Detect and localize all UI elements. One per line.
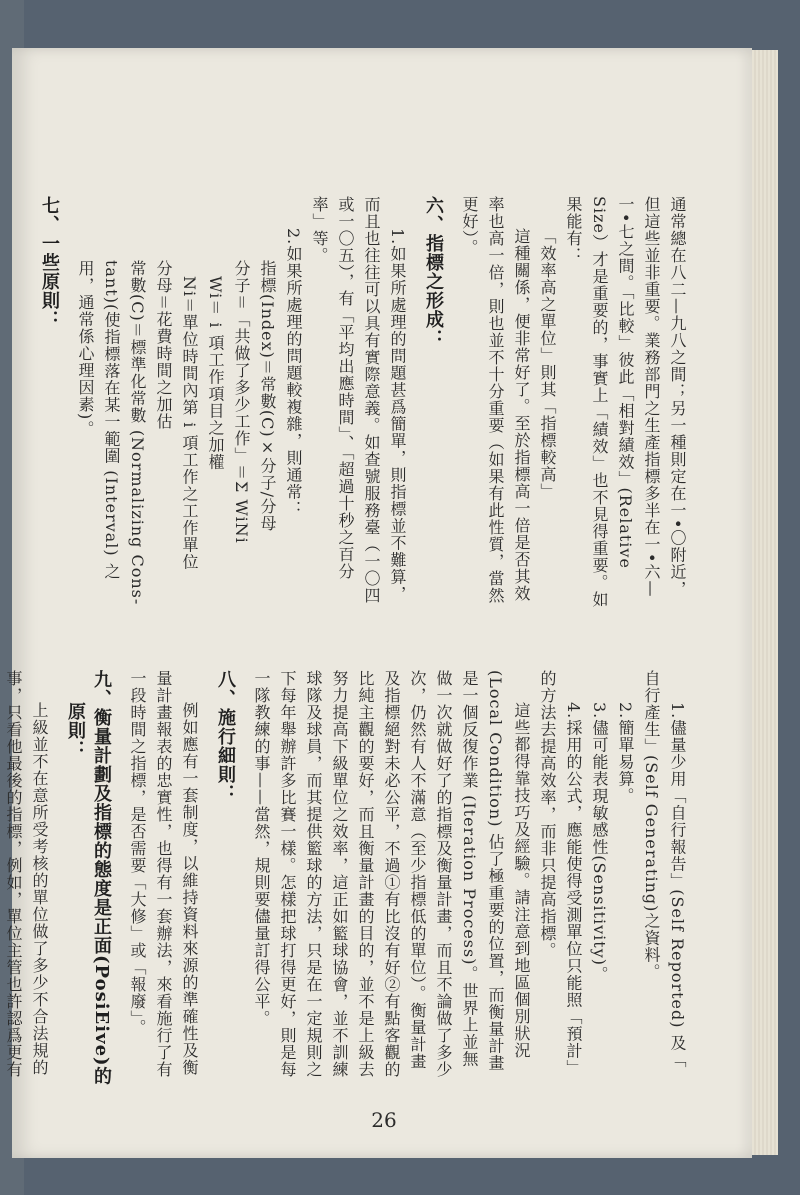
text-line: 努力提高下級單位之效率，這正如籃球協會，並不訓練: [330, 670, 349, 1078]
upper-text-block: [36, 196, 690, 666]
page-number: 26: [371, 1108, 397, 1132]
definition-line: tant)(使指標落在某一範圍 (Interval) 之: [102, 260, 121, 580]
definition-line: 分母＝花費時間之加估: [154, 260, 173, 431]
lower-text-block: [0, 670, 690, 1090]
numerator-formula: 分子＝「共做了多少工作」＝Σ WiNi: [232, 260, 251, 544]
text-line: 果能有：: [564, 196, 583, 264]
text-line: 的方法去提高效率，而非只提高指標。: [538, 670, 557, 959]
text-line: 率也高一倍，則也並不十分重要（如果有此性質，當然: [486, 196, 505, 604]
text-line: 這種關係，便非常好了。至於指標高一倍是否其效: [512, 228, 531, 602]
text-line: 做一次就做好了的指標及衡量計畫，而且不論做了多少: [434, 670, 453, 1078]
text-line: 3.儘可能表現敏感性(Sensitivity)。: [590, 702, 609, 983]
text-line: 一•七之間。「比較」彼此「相對績效」(Relative: [616, 196, 635, 569]
section-heading-9: 九、衡量計劃及指標的態度是正面(PosiEive)的: [91, 670, 112, 1086]
text-line: 4.採用的公式，應能使得受測單位只能照「預計」: [564, 702, 583, 1077]
text-line: 2.簡單易算。: [616, 702, 635, 805]
text-line: 自行產生」(Self Generating)之資料。: [642, 670, 661, 981]
definition-line: Wi＝ i 項工作項目之加權: [206, 276, 225, 471]
section-heading-7: 七、一些原則：: [39, 196, 60, 329]
text-line: 「效率高之單位」則其「指標較高」: [538, 228, 557, 500]
text-line: 是一個反復作業 (Iteration Process)。世界上並無: [460, 670, 479, 1068]
text-line: 事，只看他最後的指標，例如，單位主管也許認爲更有: [4, 670, 23, 1078]
text-line: 次，仍然有人不滿意（至少指標低的單位）。衡量計畫: [408, 670, 427, 1070]
text-line: 但這些並非重要。業務部門之生產指標多半在一•六—: [642, 196, 661, 598]
text-line: 一段時間之指標，是否需要「大修」或「報廢」。: [128, 670, 147, 1036]
text-line: 量計畫報表的忠實性，也得有一套辦法，來看施行了有: [154, 670, 173, 1078]
text-line: 例如應有一套制度，以維持資料來源的準確性及衡: [180, 702, 199, 1076]
definition-line: 用，通常係心理因素)。: [76, 260, 95, 438]
text-line: 通常總在八二—九八之間；另一種則定在一•〇附近，: [668, 196, 687, 598]
index-formula: 指標(Index)＝常數(C)×分子/分母: [258, 260, 277, 532]
text-line: Size）才是重要的，事實上「績效」也不見得重要。如: [590, 196, 609, 608]
section-heading-8: 八、施行細則：: [215, 670, 236, 803]
text-line: 一隊教練的事——當然，規則要儘量訂得公平。: [252, 670, 271, 1027]
text-line: 下每年舉辦許多比賽一樣。怎樣把球打得更好，則是每: [278, 670, 297, 1078]
text-line: 1.如果所處理的問題甚爲簡單，則指標並不難算，: [388, 228, 407, 603]
text-line: 更好）。: [460, 196, 479, 256]
page-edges: [748, 50, 778, 1155]
definition-line: Ni＝單位時間內第 i 項工作之工作單位: [180, 276, 199, 571]
text-line: 球隊及球員，而其提供籃球的方法，只是在一定規則之: [304, 670, 323, 1078]
text-line: 這些都得靠技巧及經驗。請注意到地區個別狀況: [512, 702, 531, 1059]
text-line: 而且也往往可以具有實際意義。如查號服務臺（一〇四: [362, 196, 381, 604]
text-line: (Local Condition) 佔了極重要的位置，而衡量計畫: [486, 670, 505, 1072]
text-line: 比純主觀的要好，而且衡量計畫的目的，並不是上級去: [356, 670, 375, 1078]
text-line: 及指標絕對未必公平，不過①有比沒有好②有點客觀的: [382, 670, 401, 1078]
text-line: 2.如果所處理的問題較複雜，則通常：: [284, 228, 303, 518]
text-line: 率」等。: [310, 196, 329, 264]
section-heading-9-cont: 原則：: [65, 702, 86, 759]
definition-line: 常數(C)＝標準化常數 (Normalizing Cons-: [128, 260, 147, 606]
text-line: 或一〇五），有「平均出應時間」、「超過十秒之百分: [336, 196, 355, 580]
text-line: 上級並不在意所受考核的單位做了多少不合法規的: [30, 702, 49, 1076]
book-page: [4, 48, 752, 1158]
section-heading-6: 六、指標之形成：: [423, 196, 444, 348]
text-line: 1.儘量少用「自行報告」(Self Reported) 及「: [668, 702, 687, 1069]
